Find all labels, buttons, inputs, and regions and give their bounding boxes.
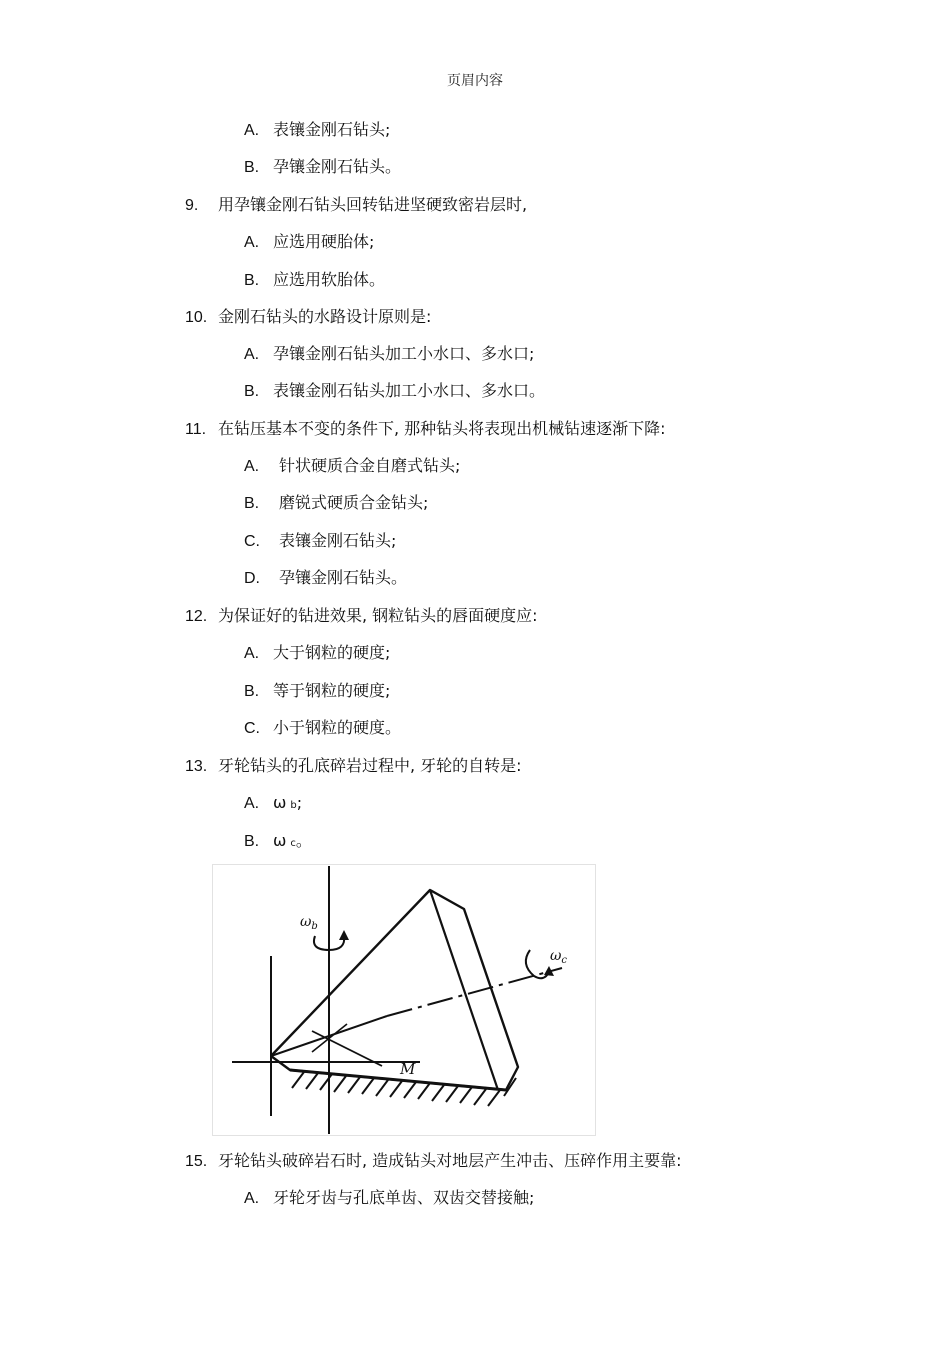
question-text: 在钻压基本不变的条件下, 那种钻头将表现出机械钻速逐渐下降: [218, 419, 666, 438]
roller-cone-diagram [212, 864, 596, 1136]
option-a [244, 232, 374, 253]
question-11 [185, 419, 666, 440]
option-a [244, 643, 390, 664]
question-number: 10. [185, 309, 208, 326]
arrow-head-b [339, 930, 349, 940]
option-label: B. [244, 272, 260, 289]
option-subscript: b [290, 800, 297, 811]
option-label: D. [244, 570, 260, 587]
option-a [244, 793, 302, 816]
option-label: A. [244, 795, 260, 812]
omega-b-label: $\omega_b$ [300, 914, 318, 932]
question-number: 13. [185, 758, 208, 775]
option-text: 孕镶金刚石钻头加工小水口、多水口; [273, 344, 535, 363]
option-label: B. [244, 495, 260, 512]
option-text: 磨锐式硬质合金钻头; [279, 493, 429, 512]
option-label: A. [244, 122, 260, 139]
question-15 [185, 1151, 682, 1172]
question-10 [185, 307, 431, 328]
option-tail: 。 [295, 831, 312, 850]
option-text: 孕镶金刚石钻头。 [279, 568, 408, 587]
question-text: 金刚石钻头的水路设计原则是: [218, 307, 432, 326]
option-text: 孕镶金刚石钻头。 [273, 157, 402, 176]
option-label: C. [244, 720, 260, 737]
option-text: 应选用硬胎体; [273, 232, 375, 251]
option-a [244, 120, 390, 141]
option-text: 表镶金刚石钻头; [279, 531, 397, 550]
question-number: 15. [185, 1153, 208, 1170]
option-subscript: c [290, 838, 296, 849]
option-label: B. [244, 833, 260, 850]
cone-axis-dashed [387, 968, 562, 1016]
question-text: 牙轮钻头的孔底碎岩过程中, 牙轮的自转是: [218, 756, 522, 775]
page-header: 页眉内容 [447, 73, 503, 89]
option-label: A. [244, 234, 260, 251]
question-number: 11. [185, 421, 207, 438]
point-m-label: M [400, 1060, 416, 1078]
option-text: 应选用软胎体。 [273, 270, 386, 289]
question-13 [185, 756, 522, 777]
question-number: 12. [185, 608, 208, 625]
option-symbol: ω [273, 831, 287, 850]
option-label: A. [244, 458, 260, 475]
question-12 [185, 606, 538, 627]
option-label: B. [244, 383, 260, 400]
option-b [244, 157, 401, 178]
option-d [244, 568, 407, 589]
question-9 [185, 195, 527, 216]
figure-border [213, 865, 596, 1136]
option-b [244, 681, 390, 702]
question-text: 牙轮钻头破碎岩石时, 造成钻头对地层产生冲击、压碎作用主要靠: [218, 1151, 682, 1170]
question-number: 9. [185, 197, 199, 214]
option-text: 针状硬质合金自磨式钻头; [279, 456, 461, 475]
option-text: 表镶金刚石钻头加工小水口、多水口。 [273, 381, 546, 400]
option-label: C. [244, 533, 260, 550]
option-a [244, 344, 534, 365]
option-text: 大于钢粒的硬度; [273, 643, 391, 662]
option-text: 等于钢粒的硬度; [273, 681, 391, 700]
option-b [244, 493, 428, 514]
option-label: B. [244, 683, 260, 700]
question-text: 为保证好的钻进效果, 钢粒钻头的唇面硬度应: [218, 606, 538, 625]
option-label: A. [244, 1190, 260, 1207]
option-text: 牙轮牙齿与孔底单齿、双齿交替接触; [273, 1188, 535, 1207]
option-text: 表镶金刚石钻头; [273, 120, 391, 139]
option-b [244, 831, 312, 854]
option-a [244, 1188, 534, 1209]
question-text: 用孕镶金刚石钻头回转钻进坚硬致密岩层时, [218, 195, 528, 214]
option-tail: ; [296, 793, 303, 812]
option-c [244, 718, 401, 739]
option-b [244, 381, 545, 402]
option-a [244, 456, 460, 477]
omega-c-label: $\omega_c$ [550, 948, 568, 966]
option-text: 小于钢粒的硬度。 [273, 718, 402, 737]
cone-back-edge [430, 890, 498, 1090]
option-label: A. [244, 346, 260, 363]
option-symbol: ω [273, 793, 287, 812]
line-to-m [312, 1031, 382, 1066]
option-b [244, 270, 385, 291]
option-label: A. [244, 645, 260, 662]
option-label: B. [244, 159, 260, 176]
option-c [244, 531, 396, 552]
